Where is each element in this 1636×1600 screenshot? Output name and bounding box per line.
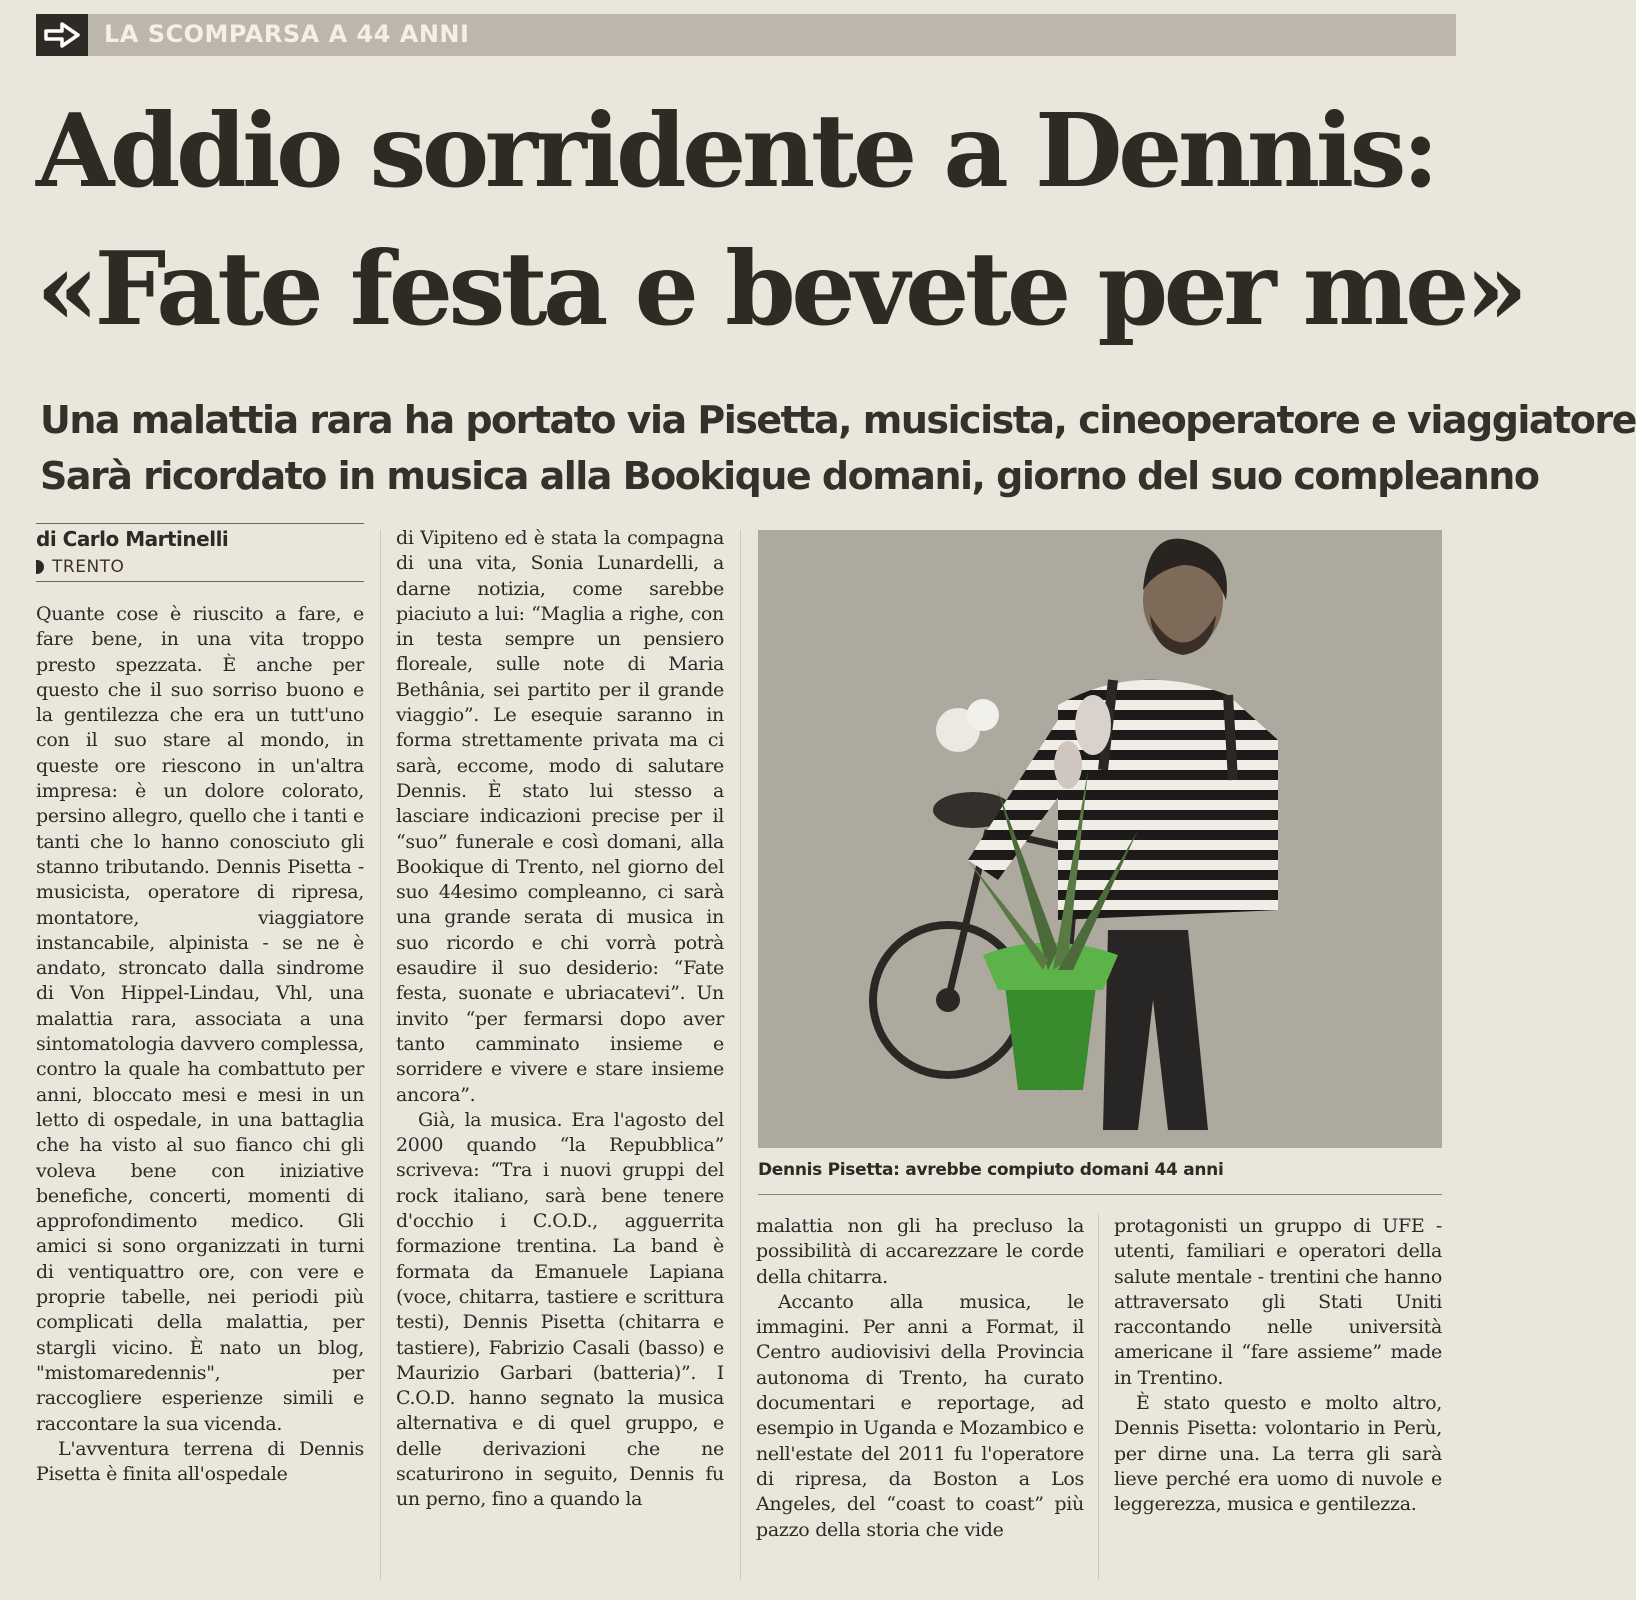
article-paragraph: Quante cose è riuscito a fare, e fare bene, in una vita troppo presto spezzata. È anche per questo che il suo sorriso buono e la gentilezza che era un tutt'uno con il suo stare al mondo, in queste ore riescono in un'altra impresa: è un dolore colorato, persino allegro, quello che i tanti e tanti che lo hanno conosciuto gli stanno tributando. Dennis Pisetta - musicista, operatore di ripresa, montatore, viaggiatore instancabile, alpinista - se ne è andato, stroncato dalla sindrome di Von Hippel-Lindau, Vhl, una malattia rara, associata a una sintomatologia davvero complessa, contro la quale ha combattuto per anni, bloccato mesi e mesi in un letto di ospedale, in una battaglia che ha visto al suo fianco chi gli voleva bene con iniziative benefiche, concerti, momenti di approfondimento medico. Gli amici si sono organizzati in turni di ventiquattro ore, con vere e proprie tabelle, nei periodi più complicati della malattia, per stargli vicino. È nato un blog, "mistomaredennis", per raccogliere esperienze simili e raccontare la sua vicenda. [36, 603, 364, 1435]
subheadline [40, 392, 1636, 504]
article-paragraph: È stato questo e molto altro, Dennis Pisetta: volontario in Perù, per dirne una. La terra gli sarà lieve perché era uomo di nuvole e leggerezza, musica e gentilezza. [1114, 1392, 1442, 1516]
dateline [36, 557, 364, 577]
byline [36, 523, 364, 582]
column-divider [1098, 1214, 1099, 1580]
article-column-1 [36, 602, 364, 1487]
article-paragraph: di Vipiteno ed è stata la compagna di una vita, Sonia Lunardelli, a darne notizia, come sarebbe piaciuto a lui: “Maglia a righe, con in testa sempre un pensiero floreale, sulle note di Maria Bethânia, sei partito per il grande viaggio”. Le esequie saranno in forma strettamente privata ma ci sarà, eccome, modo di salutare Dennis. È stato lui stesso a lasciare indicazioni precise per il “suo” funerale e così domani, alla Bookique di Trento, nel giorno del suo 44esimo compleanno, ci sarà una grande serata di musica in suo ricordo e chi vorrà potrà esaudire il suo desiderio: “Fate festa, suonate e ubriacatevi”. Un invito “per fermarsi dopo aver tanto camminato insieme e sorridere e vivere e stare insieme ancora”. [396, 527, 724, 1106]
caption-rule [758, 1194, 1442, 1195]
article-paragraph: malattia non gli ha precluso la possibilità di accarezzare le corde della chitarra. [756, 1215, 1084, 1288]
article-column-3 [756, 1214, 1084, 1543]
headline-line-1: Addio sorridente a Dennis: [36, 91, 1435, 210]
headline [36, 82, 1524, 358]
dateline-marker-icon [36, 560, 44, 574]
arrow-icon [36, 14, 88, 56]
article-paragraph: Accanto alla musica, le immagini. Per anni a Format, il Centro audiovisivi della Provincia autonoma di Trento, ha curato documentari e reportage, ad esempio in Uganda e Mozambico e nell'estate del 2011 fu l'operatore di ripresa, da Boston a Los Angeles, del “coast to coast” più pazzo della storia che vide [756, 1290, 1084, 1541]
article-paragraph: L'avventura terrena di Dennis Pisetta è finita all'ospedale [36, 1437, 364, 1486]
section-kicker [36, 14, 1456, 56]
subheadline-line-1: Una malattia rara ha portato via Pisetta, musicista, cineoperatore e viaggiatore [40, 398, 1636, 442]
portrait-photo [758, 530, 1442, 1148]
column-divider [380, 530, 381, 1580]
article-paragraph: Già, la musica. Era l'agosto del 2000 quando “la Repubblica” scriveva: “Tra i nuovi gruppi del rock italiano, sarà bene tenere d'occhio i C.O.D., agguerrita formazione trentina. La band è formata da Emanuele Lapiana (voce, chitarra, tastiere e scrittura testi), Dennis Pisetta (chitarra e tastiere), Fabrizio Casali (basso) e Maurizio Garbari (batteria)”. I C.O.D. hanno segnato la musica alternativa e di quel gruppo, e delle derivazioni che ne scaturirono in seguito, Dennis fu un perno, fino a quando la [396, 1108, 724, 1511]
byline-rule [36, 581, 364, 582]
subheadline-line-2: Sarà ricordato in musica alla Bookique domani, giorno del suo compleanno [40, 454, 1539, 498]
photo-caption: Dennis Pisetta: avrebbe compiuto domani 44 anni [758, 1160, 1224, 1180]
dateline-place: TRENTO [52, 557, 125, 577]
byline-author: di Carlo Martinelli [36, 527, 229, 551]
headline-line-2: «Fate festa e bevete per me» [36, 229, 1524, 348]
article-column-2 [396, 526, 724, 1513]
article-column-4 [1114, 1214, 1442, 1518]
kicker-label: LA SCOMPARSA A 44 ANNI [104, 20, 470, 48]
photo-illustration [758, 530, 1442, 1148]
article-paragraph: protagonisti un gruppo di UFE - utenti, familiari e operatori della salute mentale - trentini che hanno attraversato gli Stati Uniti raccontando nelle università americane il “fare assieme” made in Trentino. [1114, 1215, 1442, 1389]
column-divider [740, 530, 741, 1580]
